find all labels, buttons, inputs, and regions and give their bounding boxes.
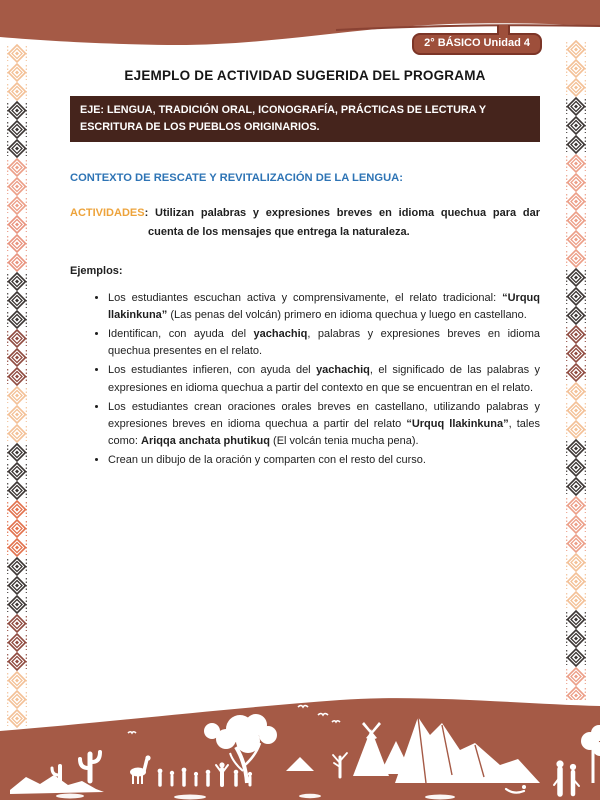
activities-text: Utilizan palabras y expresiones breves en idioma quechua para dar cuenta de los mensajes que entrega la naturaleza.	[148, 207, 540, 238]
activities-colon: :	[144, 207, 149, 220]
textile-border-right-icon	[566, 40, 586, 700]
list-item: • Los estudiantes crean oraciones orales breves en castellano, utilizando palabras y expresiones breves en idioma quechua a partir del relato “Urquq llakinkuna”, tales como: Ariqqa anchata phutikuq (El volcán tenia mucha pena).	[108, 399, 540, 450]
unit-badge: 2° BÁSICO Unidad 4	[412, 33, 542, 55]
examples-label: Ejemplos:	[70, 264, 123, 277]
list-item: • Crean un dibujo de la oración y comparten con el resto del curso.	[108, 452, 540, 469]
list-item: • Los estudiantes escuchan activa y comprensivamente, el relato tradicional: “Urquq llakinkuna” (Las penas del volcán) primero en idioma quechua y luego en castellano.	[108, 290, 540, 324]
eje-banner: EJE: LENGUA, TRADICIÓN ORAL, ICONOGRAFÍA, PRÁCTICAS DE LECTURA Y ESCRITURA DE LOS PUEBLOS ORIGINARIOS.	[70, 96, 540, 142]
list-item: • Identifican, con ayuda del yachachiq, palabras y expresiones breves en idioma quechua presentes en el relato.	[108, 326, 540, 360]
document-content	[70, 68, 540, 471]
examples-list	[70, 290, 540, 470]
context-heading: CONTEXTO DE RESCATE Y REVITALIZACIÓN DE LA LENGUA:	[70, 172, 403, 185]
hill-silhouette	[0, 698, 600, 800]
activities-label: ACTIVIDADES	[70, 207, 145, 220]
page-title: EJEMPLO DE ACTIVIDAD SUGERIDA DEL PROGRAMA	[124, 68, 486, 83]
textile-border-left-icon	[7, 44, 27, 732]
activities-line	[70, 204, 540, 240]
list-item: • Los estudiantes infieren, con ayuda del yachachiq, el significado de las palabras y expresiones en idioma quechua a partir del contexto en que se encuentran en el relato.	[108, 362, 540, 396]
bottom-illustration	[0, 695, 600, 800]
